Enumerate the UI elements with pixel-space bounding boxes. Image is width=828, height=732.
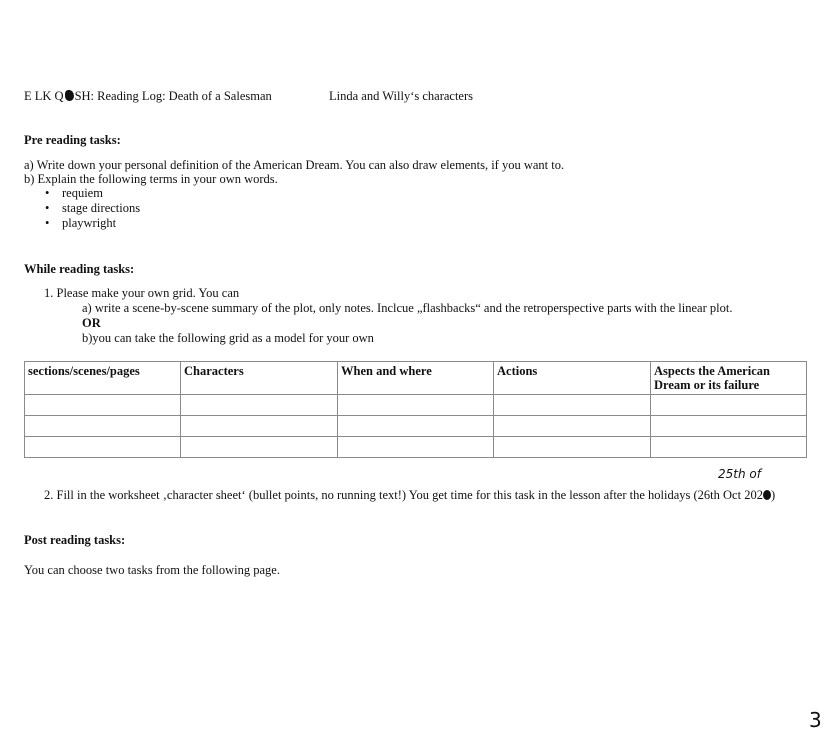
column-header: Characters [181,362,338,395]
table-row [25,437,807,458]
while-task-or: OR [82,316,101,330]
bullet-icon: • [45,216,50,230]
while-task-1: 1. Please make your own grid. You can [44,286,240,300]
table-row [25,416,807,437]
while-task-1a: a) write a scene-by-scene summary of the plot, only notes. Inclcue „flashbacks“ and the retroperspective parts with the linear plot. [82,301,733,315]
while-reading-heading: While reading tasks: [24,262,135,276]
while-task-2: 2. Fill in the worksheet ‚character sheet‘ (bullet points, no running text!) You get time for this task in the lesson after the holidays (26th Oct 202 ) [44,488,776,502]
terms-list [42,186,140,231]
post-task-text: You can choose two tasks from the following page. [24,563,280,577]
document-subtitle: Linda and Willy‘s characters [329,89,474,103]
list-item: • playwright [45,216,117,230]
course-code: E LK Q [24,89,64,103]
column-header: sections/scenes/pages [25,362,181,395]
bullet-icon: • [45,186,50,200]
post-reading-heading: Post reading tasks: [24,533,126,547]
handwritten-note: 25th of [718,467,761,481]
table-header-row [25,362,807,395]
document-title: SH: Reading Log: Death of a Salesman [74,89,272,103]
while-task-1b: b)you can take the following grid as a model for your own [82,331,374,345]
pen-mark-icon [763,490,771,500]
column-header: When and where [338,362,494,395]
bullet-icon: • [45,201,50,215]
pre-reading-heading: Pre reading tasks: [24,133,121,147]
table-row [25,395,807,416]
reading-grid-table [24,361,807,458]
list-item: • requiem [45,186,103,200]
pre-task-a: a) Write down your personal definition of the American Dream. You can also draw elements, if you want to. [24,158,565,172]
page-number: 3 [809,708,822,732]
column-header: Aspects the American Dream or its failure [651,362,807,395]
pre-task-b: b) Explain the following terms in your own words. [24,172,278,186]
column-header: Actions [494,362,651,395]
document-header-left [24,89,272,104]
list-item: • stage directions [45,201,141,215]
pen-mark-icon [65,90,74,101]
